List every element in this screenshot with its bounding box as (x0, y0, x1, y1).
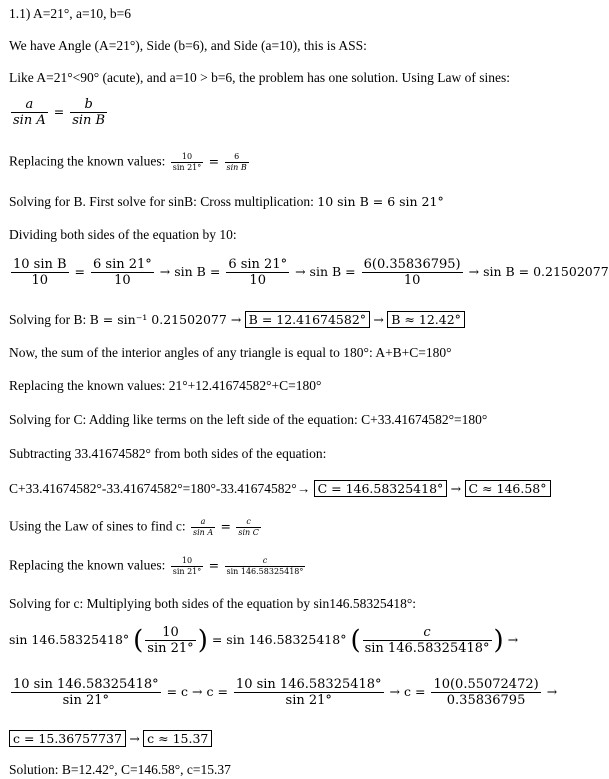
add-like-terms-line: Solving for C: Adding like terms on the left side of the equation: C+33.41674582°=180° (9, 412, 488, 427)
divide-equation: $\frac{\text{10 sin B}}{10}$ = $\frac{6 \sin 21^\circ}{10}$ → sin B = $\frac{6 \sin 21^\circ}{10}$ → sin B = $\frac{6(0.35836795)}{10}$ → sin B = 0.21502077 (13, 257, 609, 288)
angle-sum-text: Now, the sum of the interior angles of any triangle is equal to 180°: A+B+C=180° (9, 345, 452, 360)
boxed-result: B = 12.41674582° (245, 311, 370, 328)
divide-instruction: Dividing both sides of the equation by 10: (9, 227, 237, 242)
solve-c-angle-line: C+33.41674582°-33.41674582°=180°-33.41674582°→ C = 146.58325418° → C ≈ 146.58° (9, 480, 551, 497)
replace-angles-line: Replacing the known values: 21°+12.41674582°+C=180° (9, 378, 322, 393)
fraction: $\frac{a}{\text{sin A}}$ (13, 97, 46, 128)
boxed-result: B ≈ 12.42° (387, 311, 465, 328)
boxed-result: c ≈ 15.37 (143, 730, 212, 747)
solve-b-line: Solving for B: B = sin⁻¹ 0.21502077 → B = 12.41674582° → B ≈ 12.42° (9, 311, 465, 328)
law-of-sines-c-line: Using the Law of sines to find c: $\frac{a}{\text{sin A}}$ = $\frac{c}{\text{sin C}}$ (9, 517, 259, 537)
law-of-sines-formula: $\frac{a}{\text{sin A}}$ = $\frac{b}{\text{sin B}}$ (13, 97, 106, 128)
multiply-instruction: Solving for c: Multiplying both sides of the equation by sin146.58325418°: (9, 596, 417, 611)
boxed-result: C = 146.58325418° (314, 480, 448, 497)
solution-count-text: Like A=21°<90° (acute), and a=10 > b=6, the problem has one solution. Using Law of sines: (9, 70, 511, 85)
problem-statement: 1.1) A=21°, a=10, b=6 (9, 6, 131, 21)
multiply-equation: sin 146.58325418° ( $\frac{10}{\sin 21^\circ}$ ) = sin 146.58325418° ( $\frac{c}{\sin 146.58325418^\circ}$ ) → (9, 625, 519, 656)
cross-multiplication-line: Solving for B. First solve for sinB: Cross multiplication: 10 sin B = 6 sin 21° (9, 194, 444, 209)
boxed-result: C ≈ 146.58° (465, 480, 551, 497)
replace-values-line: Replacing the known values: $\frac{10}{\sin 21^\circ}$ = $\frac{6}{\text{sin B}}$ (9, 152, 247, 172)
boxed-result: c = 15.36757737 (9, 730, 126, 747)
c-result-line: c = 15.36757737 → c ≈ 15.37 (9, 730, 212, 747)
replace-values-c-line: Replacing the known values: $\frac{10}{\sin 21^\circ}$ = $\frac{c}{\sin 146.58325418^\circ}$ (9, 556, 304, 576)
fraction: $\frac{b}{\text{sin B}}$ (72, 97, 106, 128)
subtract-instruction: Subtracting 33.41674582° from both sides of the equation: (9, 446, 327, 461)
final-solution: Solution: B=12.42°, C=146.58°, c=15.37 (9, 762, 231, 777)
case-identification: We have Angle (A=21°), Side (b=6), and Side (a=10), this is ASS: (9, 38, 367, 53)
solve-c-side-equation: $\frac{10 \sin 146.58325418^\circ}{\sin 21^\circ}$ = c → c = $\frac{10 \sin 146.58325418^\circ}{\sin 21^\circ}$ → c = $\frac{10(0.55072472)}{0.35836795}$ → (13, 677, 558, 708)
